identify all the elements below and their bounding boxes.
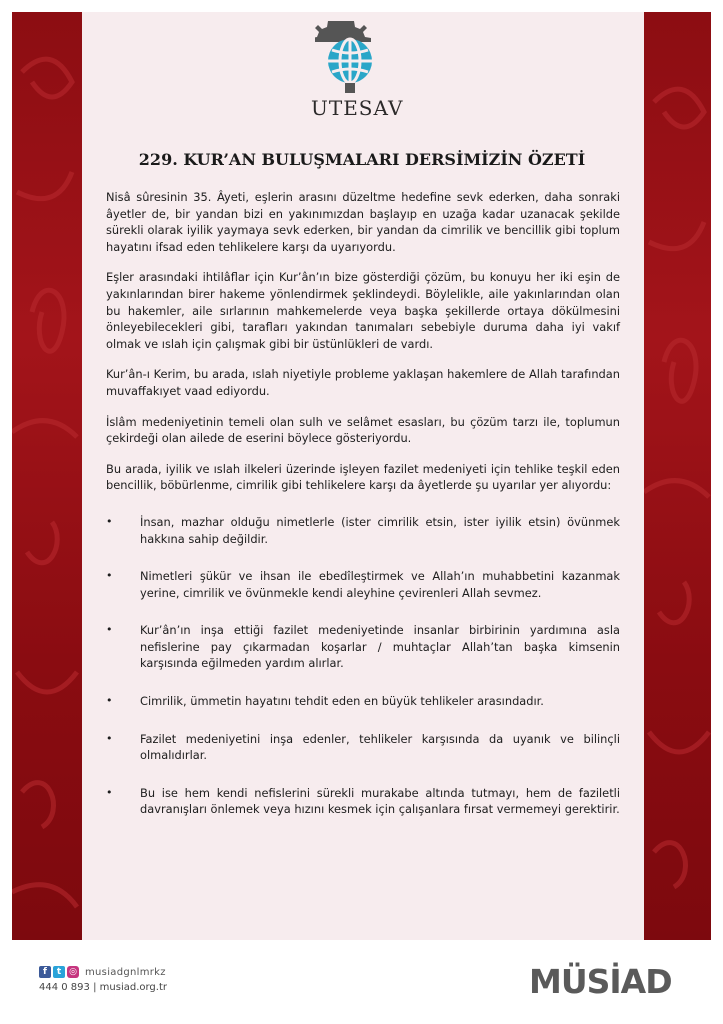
left-decorative-border	[12, 12, 82, 940]
bullet-text: Bu ise hem kendi nefislerini sürekli murakabe altında tutmayı, hem de faziletli davranışları önlemek veya hızını kesmek için çalışanlara fırsat vermemeyi gerektirir.	[140, 785, 620, 817]
bullet-icon: •	[106, 623, 113, 637]
bullet-icon: •	[106, 569, 113, 583]
paragraph: Kur’ân-ı Kerim, bu arada, ıslah niyetiyle probleme yaklaşan hakemlere de Allah tarafından muvaffakıyet vaad ediyordu.	[106, 367, 620, 398]
facebook-icon[interactable]: f	[39, 966, 51, 978]
logo-wordmark: UTESAV	[311, 96, 404, 120]
bullet-item	[106, 514, 620, 547]
social-links	[39, 966, 166, 978]
bullet-icon: •	[106, 514, 113, 528]
bullet-text: Kur’ân’ın inşa ettiği fazilet medeniyetinde insanlar birbirinin yardımına asla nefislerine pay çıkarmadan koşarlar / muhtaçlar Allah’tan başka kimsenin karşısında eğilmeden yardım alırlar.	[140, 623, 620, 671]
bullet-item	[106, 785, 620, 818]
paragraph: İslâm medeniyetinin temeli olan sulh ve selâmet esasları, bu çözüm tarzı ile, toplumun çekirdeği olan ailede de eserini böylece gösteriyordu.	[106, 414, 620, 446]
bullet-icon: •	[106, 785, 113, 799]
bullet-icon: •	[106, 731, 113, 745]
twitter-icon[interactable]: t	[53, 966, 65, 978]
bullet-text: Cimrilik, ümmetin hayatını tehdit eden en büyük tehlikeler arasındadır.	[140, 694, 544, 709]
page-title: 229. KUR’AN BULUŞMALARI DERSİMİZİN ÖZETİ	[138, 150, 586, 169]
contact-line	[39, 982, 167, 993]
bullet-text: Fazilet medeniyetini inşa edenler, tehlikeler karşısında da uyanık ve bilinçli olmalıdırlar.	[140, 731, 620, 763]
document-body	[106, 189, 620, 839]
bullet-item	[106, 693, 620, 710]
website-link[interactable]: musiad.org.tr	[99, 982, 167, 993]
bullet-text: Nimetleri şükür ve ihsan ile ebedîleştirmek ve Allah’ın muhabbetini kazanmak yerine, cimrilik ve övünmekle kendi aleyhine çevirenleri Allah sevmez.	[140, 569, 620, 600]
social-handle[interactable]: musiadgnlmrkz	[85, 966, 166, 978]
calligraphy-pattern	[12, 12, 82, 940]
bullet-item	[106, 622, 620, 672]
bullet-text: İnsan, mazhar olduğu nimetlerle (ister cimrilik etsin, ister iyilik etsin) övünmek hakkına sahip değildir.	[140, 514, 620, 546]
phone-number: 444 0 893	[39, 982, 90, 993]
bullet-item	[106, 568, 620, 601]
paragraph: Bu arada, iyilik ve ıslah ilkeleri üzerinde işleyen fazilet medeniyeti için tehlike teşkil eden bencillik, böbürlenme, cimrilik gibi tehlikelere karşı da âyetlerde şu uyarılar yer alıyordu:	[106, 461, 620, 493]
paragraph: Eşler arasındaki ihtilâflar için Kur’ân’ın bize gösterdiği çözüm, bu konuyu her iki eşin de yakınlarından birer hakeme yönlendirmek şeklindeydi. Böylelikle, aile yakınlarından olan bu hakemler, aile sırlarının mahkemelerde veya başka şekillerde ortaya dökülmesini önleyebilecekleri gibi, tarafları yakından tanımaları sebebiyle duruma daha iyi vakıf olmak ve ıslah için çalışmak gibi bir üstünlükleri de vardı.	[106, 270, 620, 351]
utesav-logo-icon	[315, 17, 385, 99]
musiad-logo: MÜSİAD	[529, 962, 672, 1001]
separator: |	[93, 982, 97, 993]
right-decorative-border	[644, 12, 711, 940]
instagram-icon[interactable]: ◎	[67, 966, 79, 978]
calligraphy-pattern	[644, 12, 711, 940]
bullet-item	[106, 731, 620, 764]
paragraph: Nisâ sûresinin 35. Âyeti, eşlerin arasını düzeltme hedefine sevk ederken, daha sonraki âyetler de, bir yandan bizi en yakınımızdan başlayıp en uzağa kadar uzanacak şekilde sürekli olarak iyilik yaymaya sevk ederken, bir yandan da cimrilik ve bencillik gibi toplum hayatını ifsad eden tehlikelere karşı da uyarıyordu.	[106, 190, 620, 254]
bullet-icon: •	[106, 694, 113, 708]
